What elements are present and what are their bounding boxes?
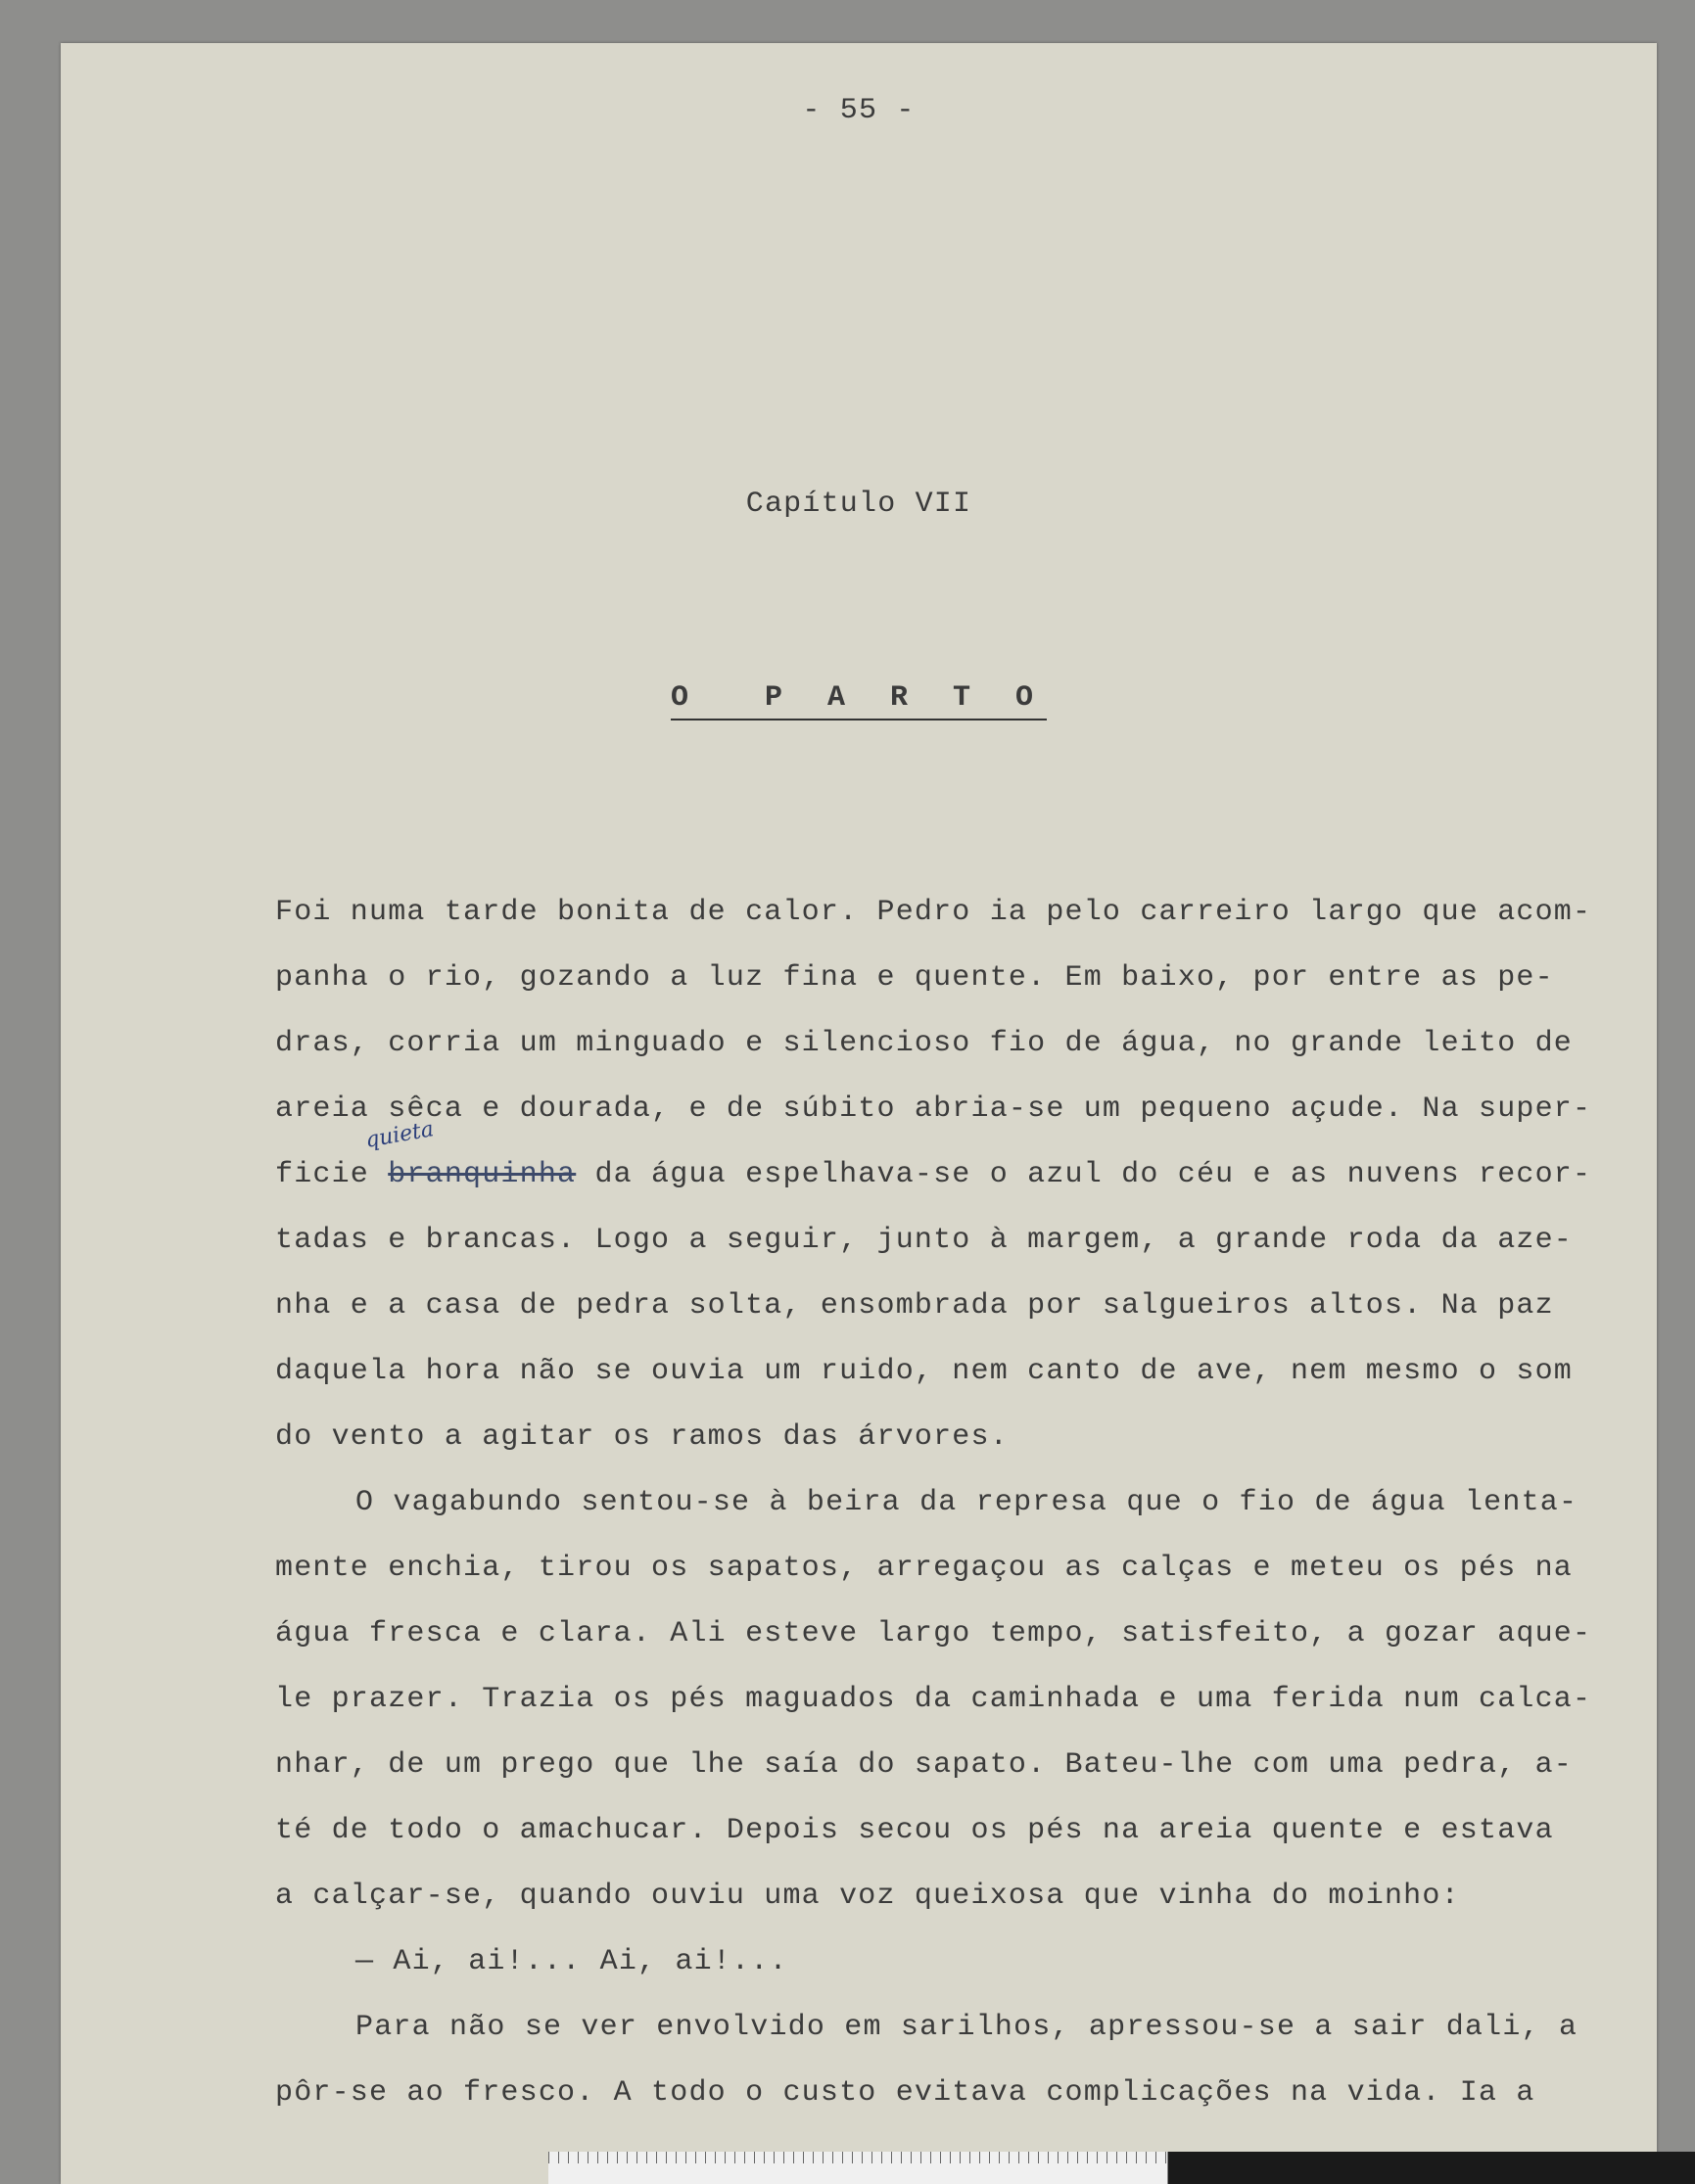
scale-ruler (548, 2152, 1695, 2184)
text-line: nhar, de um prego que lhe saía do sapato. Bateu-lhe com uma pedra, a- (275, 1748, 1574, 1782)
text-line: le prazer. Trazia os pés maguados da caminhada e uma ferida num calca- (275, 1683, 1592, 1716)
text-line: a calçar-se, quando ouviu uma voz queixosa que vinha do moinho: (275, 1880, 1460, 1913)
crossed-out-word: branquinha (388, 1158, 577, 1191)
text-line: tadas e brancas. Logo a seguir, junto à margem, a grande roda da aze- (275, 1224, 1574, 1257)
chapter-title-text: O P A R T O (671, 681, 1047, 720)
ruler-ticks (548, 2152, 1167, 2163)
text-line: Foi numa tarde bonita de calor. Pedro ia pelo carreiro largo que acom- (275, 896, 1592, 929)
dialogue-line: — Ai, ai!... Ai, ai!... (355, 1945, 788, 1978)
text-line: areia sêca e dourada, e de súbito abria-se um pequeno açude. Na super- (275, 1092, 1592, 1126)
text-line: daquela hora não se ouvia um ruido, nem canto de ave, nem mesmo o som (275, 1355, 1574, 1388)
chapter-title (61, 681, 1657, 715)
text-line: panha o rio, gozando a luz fina e quente. Em baixo, por entre as pe- (275, 961, 1554, 995)
text-line: dras, corria um minguado e silencioso fio de água, no grande leito de (275, 1027, 1574, 1060)
text-line: água fresca e clara. Ali esteve largo tempo, satisfeito, a gozar aque- (275, 1617, 1592, 1650)
text-line: mente enchia, tirou os sapatos, arregaçou as calças e meteu os pés na (275, 1552, 1574, 1585)
text-line: pôr-se ao fresco. A todo o custo evitava complicações na vida. Ia a (275, 2076, 1535, 2110)
text-line-annotated (275, 1117, 1646, 1208)
chapter-label: Capítulo VII (745, 488, 972, 521)
text-line: té de todo o amachucar. Depois secou os pés na areia quente e estava (275, 1814, 1554, 1847)
text-line: O vagabundo sentou-se à beira da represa que o fio de água lenta- (355, 1486, 1578, 1519)
body-text (275, 880, 1646, 2126)
typewritten-page (61, 43, 1657, 2184)
text-fragment: da água espelhava-se o azul do céu e as nuvens recor- (576, 1158, 1592, 1191)
text-line: nha e a casa de pedra solta, ensombrada por salgueiros altos. Na paz (275, 1289, 1554, 1323)
text-fragment: ficie (275, 1158, 389, 1191)
text-line: Para não se ver envolvido em sarilhos, apressou-se a sair dali, a (355, 2011, 1578, 2044)
handwritten-insertion: quieta (363, 1117, 436, 1153)
page-number: - 55 - (802, 94, 916, 127)
text-line: do vento a agitar os ramos das árvores. (275, 1420, 1009, 1454)
